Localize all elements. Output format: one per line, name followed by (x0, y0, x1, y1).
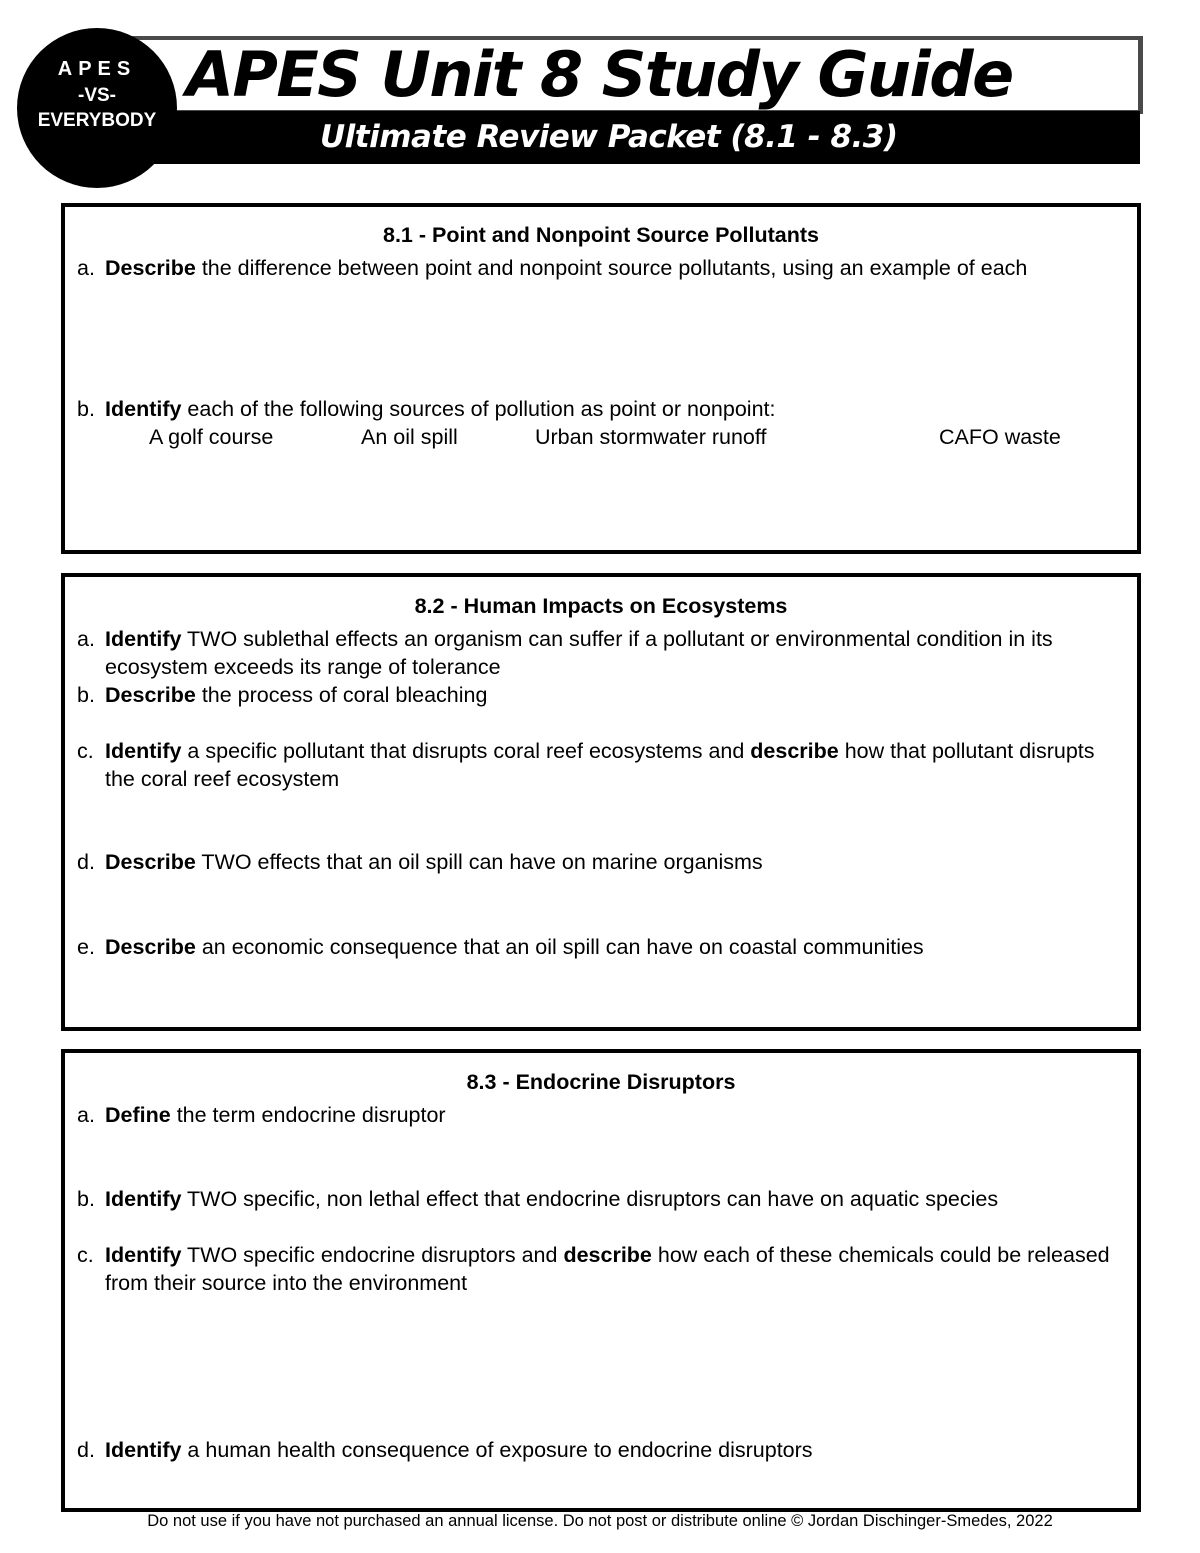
question-text: an economic consequence that an oil spill can have on coastal communities (195, 935, 924, 959)
question-marker: b. (77, 683, 95, 707)
task-verb-2: describe (563, 1243, 652, 1267)
question-8-1-b (75, 395, 1123, 423)
question-marker: b. (77, 397, 95, 421)
page-title: APES Unit 8 Study Guide (186, 38, 1013, 111)
question-text: TWO effects that an oil spill can have on marine organisms (195, 850, 763, 874)
question-8-1-a (75, 254, 1123, 282)
section-8-3 (61, 1049, 1141, 1512)
question-8-3-a (75, 1101, 1123, 1129)
list-item: CAFO waste (939, 425, 1061, 449)
logo-line-vs: -VS- (78, 85, 116, 106)
task-verb: Identify (105, 739, 182, 763)
task-verb: Identify (105, 627, 182, 651)
question-text: the difference between point and nonpoint source pollutants, using an example of each (195, 256, 1028, 280)
task-verb-2: describe (750, 739, 839, 763)
task-verb: Describe (105, 256, 196, 280)
section-8-2 (61, 573, 1141, 1031)
question-8-2-e (75, 933, 1123, 961)
question-8-2-c (75, 737, 1123, 793)
section-8-1 (61, 203, 1141, 554)
question-text: each of the following sources of pollution as point or nonpoint: (181, 397, 776, 421)
logo-line-everybody: EVERYBODY (37, 110, 157, 131)
question-marker: a. (77, 1103, 95, 1127)
question-8-2-b (75, 681, 1123, 709)
page-subtitle: Ultimate Review Packet (8.1 - 8.3) (320, 119, 898, 155)
task-verb: Describe (105, 850, 196, 874)
task-verb: Describe (105, 683, 196, 707)
task-verb: Identify (105, 397, 182, 421)
task-verb: Identify (105, 1187, 182, 1211)
question-8-2-d (75, 848, 1123, 876)
question-marker: c. (77, 739, 94, 763)
section-title: 8.1 - Point and Nonpoint Source Pollutants (383, 223, 819, 247)
question-marker: e. (77, 935, 95, 959)
question-8-3-d (75, 1436, 1123, 1464)
question-marker: d. (77, 850, 95, 874)
question-8-2-a (75, 625, 1123, 681)
question-text: TWO sublethal effects an organism can suffer if a pollutant or environmental condition in its ecosystem exceeds its range of tolerance (105, 627, 1053, 679)
task-verb: Identify (105, 1243, 182, 1267)
question-8-3-c (75, 1241, 1123, 1297)
task-verb: Identify (105, 1438, 182, 1462)
question-8-3-b (75, 1185, 1123, 1213)
question-marker: a. (77, 627, 95, 651)
question-marker: a. (77, 256, 95, 280)
list-item: A golf course (149, 425, 274, 449)
task-verb: Define (105, 1103, 171, 1127)
question-text: the term endocrine disruptor (170, 1103, 446, 1127)
pollution-source-list (65, 423, 1137, 451)
license-footer: Do not use if you have not purchased an annual license. Do not post or distribute online © Jordan Dischinger-Smedes, 2022 (147, 1512, 1053, 1530)
question-text: the process of coral bleaching (195, 683, 488, 707)
logo-line-apes: APES (57, 58, 137, 80)
question-marker: d. (77, 1438, 95, 1462)
question-text: a specific pollutant that disrupts coral reef ecosystems and (181, 739, 751, 763)
question-text: TWO specific, non lethal effect that endocrine disruptors can have on aquatic species (181, 1187, 999, 1211)
question-marker: c. (77, 1243, 94, 1267)
task-verb: Describe (105, 935, 196, 959)
question-text: TWO specific endocrine disruptors and (181, 1243, 564, 1267)
apes-vs-everybody-logo (17, 28, 177, 188)
question-text-2: how each of these chemicals could be released from their source into the environment (105, 1243, 1110, 1295)
section-title: 8.2 - Human Impacts on Ecosystems (414, 594, 788, 618)
list-item: An oil spill (361, 425, 458, 449)
section-title: 8.3 - Endocrine Disruptors (466, 1070, 736, 1094)
list-item: Urban stormwater runoff (535, 425, 767, 449)
question-marker: b. (77, 1187, 95, 1211)
question-text-2: how that pollutant disrupts the coral reef ecosystem (105, 739, 1095, 791)
question-text: a human health consequence of exposure to endocrine disruptors (181, 1438, 813, 1462)
